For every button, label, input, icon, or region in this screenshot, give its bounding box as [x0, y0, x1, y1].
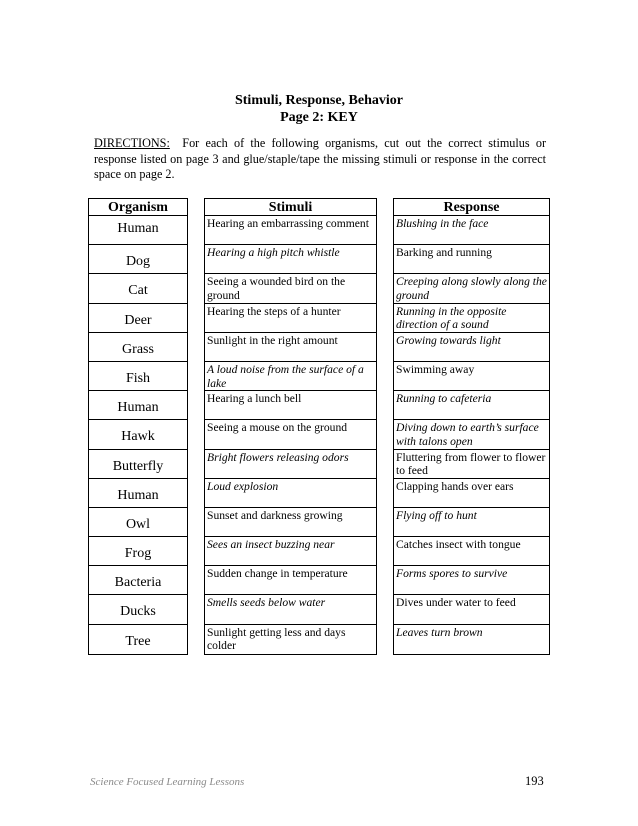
stimulus-cell: Hearing a lunch bell: [205, 391, 376, 420]
stimuli-header: Stimuli: [205, 199, 376, 216]
stimulus-cell: Bright flowers releasing odors: [205, 450, 376, 479]
page-number: 193: [525, 774, 544, 788]
directions-label: DIRECTIONS:: [94, 136, 170, 150]
response-cell: Dives under water to feed: [394, 595, 549, 624]
response-cell: Forms spores to survive: [394, 566, 549, 595]
response-header: Response: [394, 199, 549, 216]
response-cell: Leaves turn brown: [396, 625, 483, 639]
organism-cell: Human: [89, 479, 187, 508]
stimulus-cell: Sunlight in the right amount: [205, 333, 376, 362]
stimulus-cell: Sees an insect buzzing near: [205, 537, 376, 566]
page-subtitle: Page 2: KEY: [280, 110, 358, 125]
organism-cell: Hawk: [89, 420, 187, 449]
response-column: [393, 198, 550, 655]
response-cell: Barking and running: [394, 245, 549, 274]
response-cell: Diving down to earth’s surface with talons open: [394, 420, 549, 449]
footer-publisher: Science Focused Learning Lessons: [90, 776, 245, 788]
stimulus-cell: Seeing a wounded bird on the ground: [205, 274, 376, 303]
organism-cell: Bacteria: [89, 566, 187, 595]
response-cell: Swimming away: [394, 362, 549, 391]
stimulus-cell: Hearing the steps of a hunter: [205, 304, 376, 333]
response-cell: Creeping along slowly along the ground: [394, 274, 549, 303]
organism-cell: Fish: [89, 362, 187, 391]
response-cell: Growing towards light: [394, 333, 549, 362]
stimulus-cell: Sunset and darkness growing: [205, 508, 376, 537]
stimulus-cell: Loud explosion: [205, 479, 376, 508]
stimulus-cell: Smells seeds below water: [205, 595, 376, 624]
response-cell: Fluttering from flower to flower to feed: [394, 450, 549, 479]
response-cell: Flying off to hunt: [394, 508, 549, 537]
stimulus-cell: A loud noise from the surface of a lake: [205, 362, 376, 391]
directions-text: For each of the following organisms, cut out the correct stimulus or response listed on page 3 and glue/staple/tape the missing stimuli or response in the correct space on page 2.: [94, 136, 546, 181]
organism-cell: Human: [89, 216, 187, 245]
organism-cell: Butterfly: [89, 450, 187, 479]
response-cell: Blushing in the face: [394, 216, 549, 245]
response-cell: Clapping hands over ears: [394, 479, 549, 508]
stimulus-cell: Sunlight getting less and days colder: [207, 625, 346, 653]
organism-cell: Grass: [89, 333, 187, 362]
organism-cell: Deer: [89, 304, 187, 333]
organism-cell: Cat: [89, 274, 187, 303]
response-cell: Running in the opposite direction of a sound: [394, 304, 549, 333]
stimulus-cell: Seeing a mouse on the ground: [205, 420, 376, 449]
organism-cell: Dog: [89, 245, 187, 274]
stimuli-column: [204, 198, 377, 655]
organism-cell: Owl: [89, 508, 187, 537]
organism-cell: Human: [89, 391, 187, 420]
page-title: Stimuli, Response, Behavior: [234, 93, 403, 108]
response-cell: Running to cafeteria: [394, 391, 549, 420]
organism-cell: Frog: [89, 537, 187, 566]
stimulus-cell: Hearing an embarrassing comment: [205, 216, 376, 245]
stimulus-cell: Hearing a high pitch whistle: [205, 245, 376, 274]
organism-column: [88, 198, 188, 655]
organism-header: Organism: [89, 199, 187, 216]
organism-cell: Ducks: [89, 595, 187, 624]
directions-paragraph: [94, 136, 546, 183]
stimulus-cell: Sudden change in temperature: [205, 566, 376, 595]
response-cell: Catches insect with tongue: [394, 537, 549, 566]
organism-cell: Tree: [125, 633, 151, 649]
